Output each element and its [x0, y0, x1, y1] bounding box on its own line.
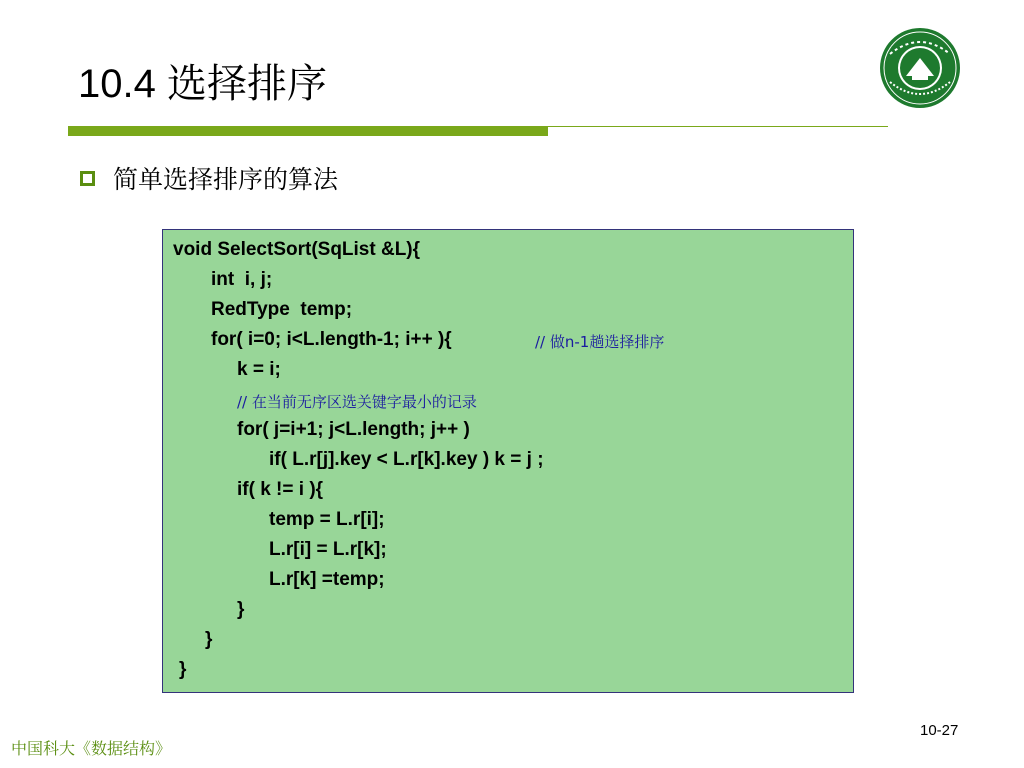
footer-course-name: 中国科大《数据结构》	[11, 739, 172, 758]
code-line-10: temp = L.r[i];	[269, 509, 385, 530]
code-line-15: }	[179, 659, 187, 680]
code-line-8: if( L.r[j].key < L.r[k].key ) k = j ;	[269, 449, 544, 470]
code-line-4: for( i=0; i<L.length-1; i++ ){	[211, 329, 452, 350]
code-comment-2: // 在当前无序区选关键字最小的记录	[237, 393, 477, 411]
code-line-9: if( k != i ){	[237, 479, 324, 500]
code-line-2: int i, j;	[211, 269, 273, 290]
code-line-14: }	[205, 629, 213, 650]
title-rule-thin	[548, 126, 888, 127]
code-line-3: RedType temp;	[211, 299, 353, 320]
code-line-1: void SelectSort(SqList &L){	[173, 239, 421, 260]
code-line-11: L.r[i] = L.r[k];	[269, 539, 387, 560]
code-line-12: L.r[k] =temp;	[269, 569, 385, 590]
bullet-text: 简单选择排序的算法	[113, 165, 339, 194]
code-line-5: k = i;	[237, 359, 281, 380]
university-seal-icon	[876, 24, 964, 112]
code-line-7: for( j=i+1; j<L.length; j++ )	[237, 419, 470, 440]
bullet-square-icon	[80, 171, 95, 186]
code-line-13: }	[237, 599, 245, 620]
code-block	[162, 229, 854, 693]
code-comment-1: // 做n-1趟选择排序	[535, 333, 665, 351]
logo-year: 1958	[912, 69, 928, 76]
title-rule-thick	[68, 126, 548, 136]
university-logo	[876, 24, 964, 112]
slide-title: 10.4 选择排序	[78, 62, 327, 106]
page-number: 10-27	[920, 722, 959, 739]
